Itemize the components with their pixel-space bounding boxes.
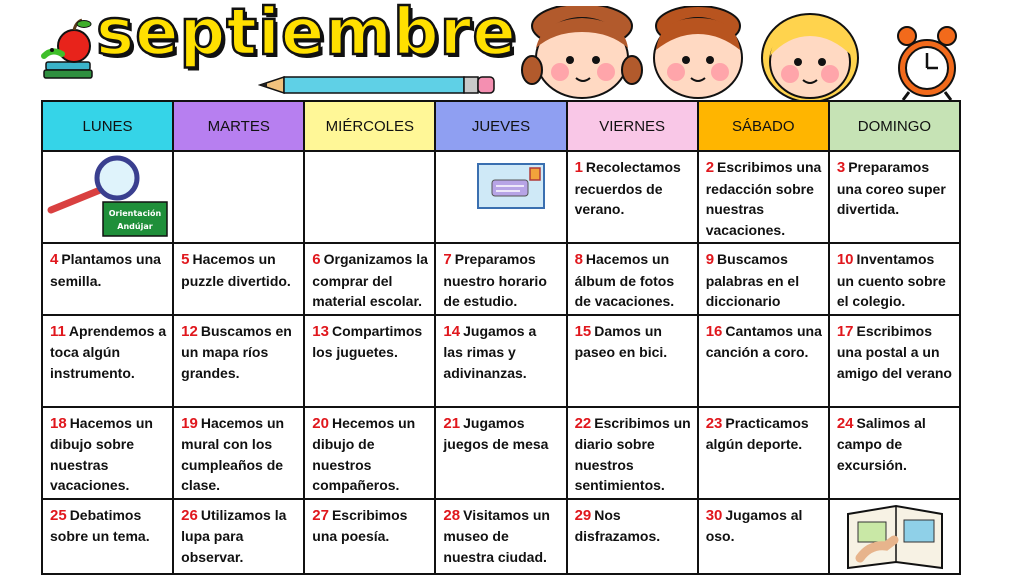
day-activity: Jugamos al oso. (705, 506, 803, 544)
day-number: 29 (574, 506, 592, 524)
day-number: 10 (836, 251, 854, 268)
badge-line-1: Orientación (108, 209, 162, 218)
day-activity: Escribimos un diario sobre nuestros sentimientos. (574, 414, 691, 493)
day-number: 27 (312, 506, 329, 524)
day-activity: Plantamos una semilla. (50, 251, 161, 289)
day-cell (42, 499, 173, 574)
day-activity: Recolectamos recuerdos de verano. (574, 159, 681, 217)
day-activity: Utilizamos la lupa para observar. (181, 506, 287, 565)
day-number: 4 (50, 251, 59, 268)
photo-album-icon (830, 500, 961, 575)
day-number: 3 (836, 159, 846, 176)
day-number: 21 (443, 414, 461, 432)
day-cell (304, 243, 435, 315)
day-cell (304, 499, 435, 574)
day-cell (435, 315, 566, 407)
page-title: septiembre (96, 0, 517, 70)
day-number: 18 (50, 414, 67, 432)
apple-books-icon (40, 14, 100, 84)
alarm-clock-icon (893, 22, 961, 102)
day-number: 20 (312, 414, 329, 432)
day-activity: Escribimos una redacción sobre nuestras vacaciones. (705, 159, 822, 238)
day-cell (567, 315, 698, 407)
day-activity: Organizamos la comprar del material escolar. (312, 251, 428, 309)
badge-line-2: Andújar (117, 222, 153, 231)
day-number: 5 (181, 251, 190, 268)
weekday-jueves: JUEVES (435, 101, 566, 151)
day-number: 9 (705, 251, 715, 268)
day-activity: Jugamos juegos de mesa (443, 414, 549, 452)
day-number: 7 (443, 251, 452, 268)
week-row (42, 243, 960, 315)
day-activity: Hacemos un dibujo sobre nuestras vacaciones. (50, 414, 153, 493)
day-cell (829, 243, 960, 315)
day-cell (567, 151, 698, 243)
empty-cell (829, 499, 960, 574)
day-activity: Buscamos en un mapa ríos grandes. (181, 322, 292, 381)
day-cell (698, 499, 829, 574)
weekday-miercoles: MIÉRCOLES (304, 101, 435, 151)
day-cell (698, 243, 829, 315)
day-activity: Hacemos un puzzle divertido. (181, 251, 291, 289)
empty-cell (304, 151, 435, 243)
day-number: 19 (181, 414, 198, 432)
day-cell (698, 315, 829, 407)
day-cell (829, 315, 960, 407)
day-number: 23 (705, 414, 723, 432)
kids-illustration (520, 6, 866, 110)
day-activity: Hacemos un mural con los cumpleaños de clase. (181, 414, 285, 493)
day-activity: Buscamos palabras en el diccionario (705, 251, 800, 309)
day-cell (42, 243, 173, 315)
weekday-header-row (42, 101, 960, 151)
day-cell (435, 243, 566, 315)
day-number: 8 (574, 251, 583, 268)
day-activity: Visitamos un museo de nuestra ciudad. (443, 506, 550, 565)
day-number: 17 (836, 322, 854, 340)
day-activity: Debatimos sobre un tema. (50, 506, 150, 544)
pencil-icon (258, 74, 498, 96)
day-activity: Damos un paseo en bici. (574, 322, 668, 360)
day-cell (567, 499, 698, 574)
day-activity: Aprendemos a toca algún instrumento. (50, 322, 167, 381)
day-number: 14 (443, 322, 461, 340)
weekday-martes: MARTES (173, 101, 304, 151)
weekday-lunes: LUNES (42, 101, 173, 151)
day-cell (173, 499, 304, 574)
day-activity: Practicamos algún deporte. (705, 414, 809, 452)
weekday-sabado: SÁBADO (698, 101, 829, 151)
day-cell (304, 315, 435, 407)
calendar-table (41, 100, 961, 575)
day-cell (173, 407, 304, 499)
envelope-icon (436, 152, 567, 244)
day-cell (567, 243, 698, 315)
week-row (42, 315, 960, 407)
day-activity: Compartimos los juguetes. (312, 322, 423, 360)
day-number: 12 (181, 322, 198, 340)
day-cell (42, 315, 173, 407)
day-cell (173, 243, 304, 315)
week-row (42, 407, 960, 499)
day-number: 28 (443, 506, 461, 524)
day-number: 15 (574, 322, 592, 340)
week-row (42, 499, 960, 574)
day-activity: Escribimos una poesía. (312, 506, 408, 544)
day-number: 22 (574, 414, 592, 432)
day-cell (435, 499, 566, 574)
day-activity: Inventamos un cuento sobre el colegio. (836, 251, 946, 309)
day-cell (567, 407, 698, 499)
day-cell (435, 407, 566, 499)
day-activity: Salimos al campo de excursión. (836, 414, 926, 473)
day-cell (173, 315, 304, 407)
day-activity: Cantamos una canción a coro. (705, 322, 822, 360)
day-number: 16 (705, 322, 723, 340)
day-number: 13 (312, 322, 329, 340)
day-cell (698, 151, 829, 243)
day-number: 24 (836, 414, 854, 432)
weekday-viernes: VIERNES (567, 101, 698, 151)
day-number: 1 (574, 159, 583, 176)
day-cell (42, 407, 173, 499)
weekday-domingo: DOMINGO (829, 101, 960, 151)
day-activity: Nos disfrazamos. (574, 506, 661, 544)
day-cell (304, 407, 435, 499)
day-number: 26 (181, 506, 198, 524)
day-cell (829, 407, 960, 499)
week-row (42, 151, 960, 243)
day-number: 6 (312, 251, 321, 268)
day-activity: Hecemos un dibujo de nuestros compañeros. (312, 414, 416, 493)
day-cell (829, 151, 960, 243)
day-number: 11 (50, 322, 66, 340)
magnifier-icon (43, 152, 174, 244)
day-number: 2 (705, 159, 715, 176)
day-activity: Preparamos nuestro horario de estudio. (443, 251, 547, 309)
day-number: 25 (50, 506, 67, 524)
day-cell (698, 407, 829, 499)
empty-cell (173, 151, 304, 243)
calendar-header (0, 0, 1024, 100)
day-activity: Preparamos una coreo super divertida. (836, 159, 946, 217)
empty-cell (42, 151, 173, 243)
day-activity: Escribimos una postal a un amigo del verano (836, 322, 952, 381)
empty-cell (435, 151, 566, 243)
day-activity: Hacemos un álbum de fotos de vacaciones. (574, 251, 675, 309)
day-number: 30 (705, 506, 723, 524)
day-activity: Jugamos a las rimas y adivinanzas. (443, 322, 537, 381)
